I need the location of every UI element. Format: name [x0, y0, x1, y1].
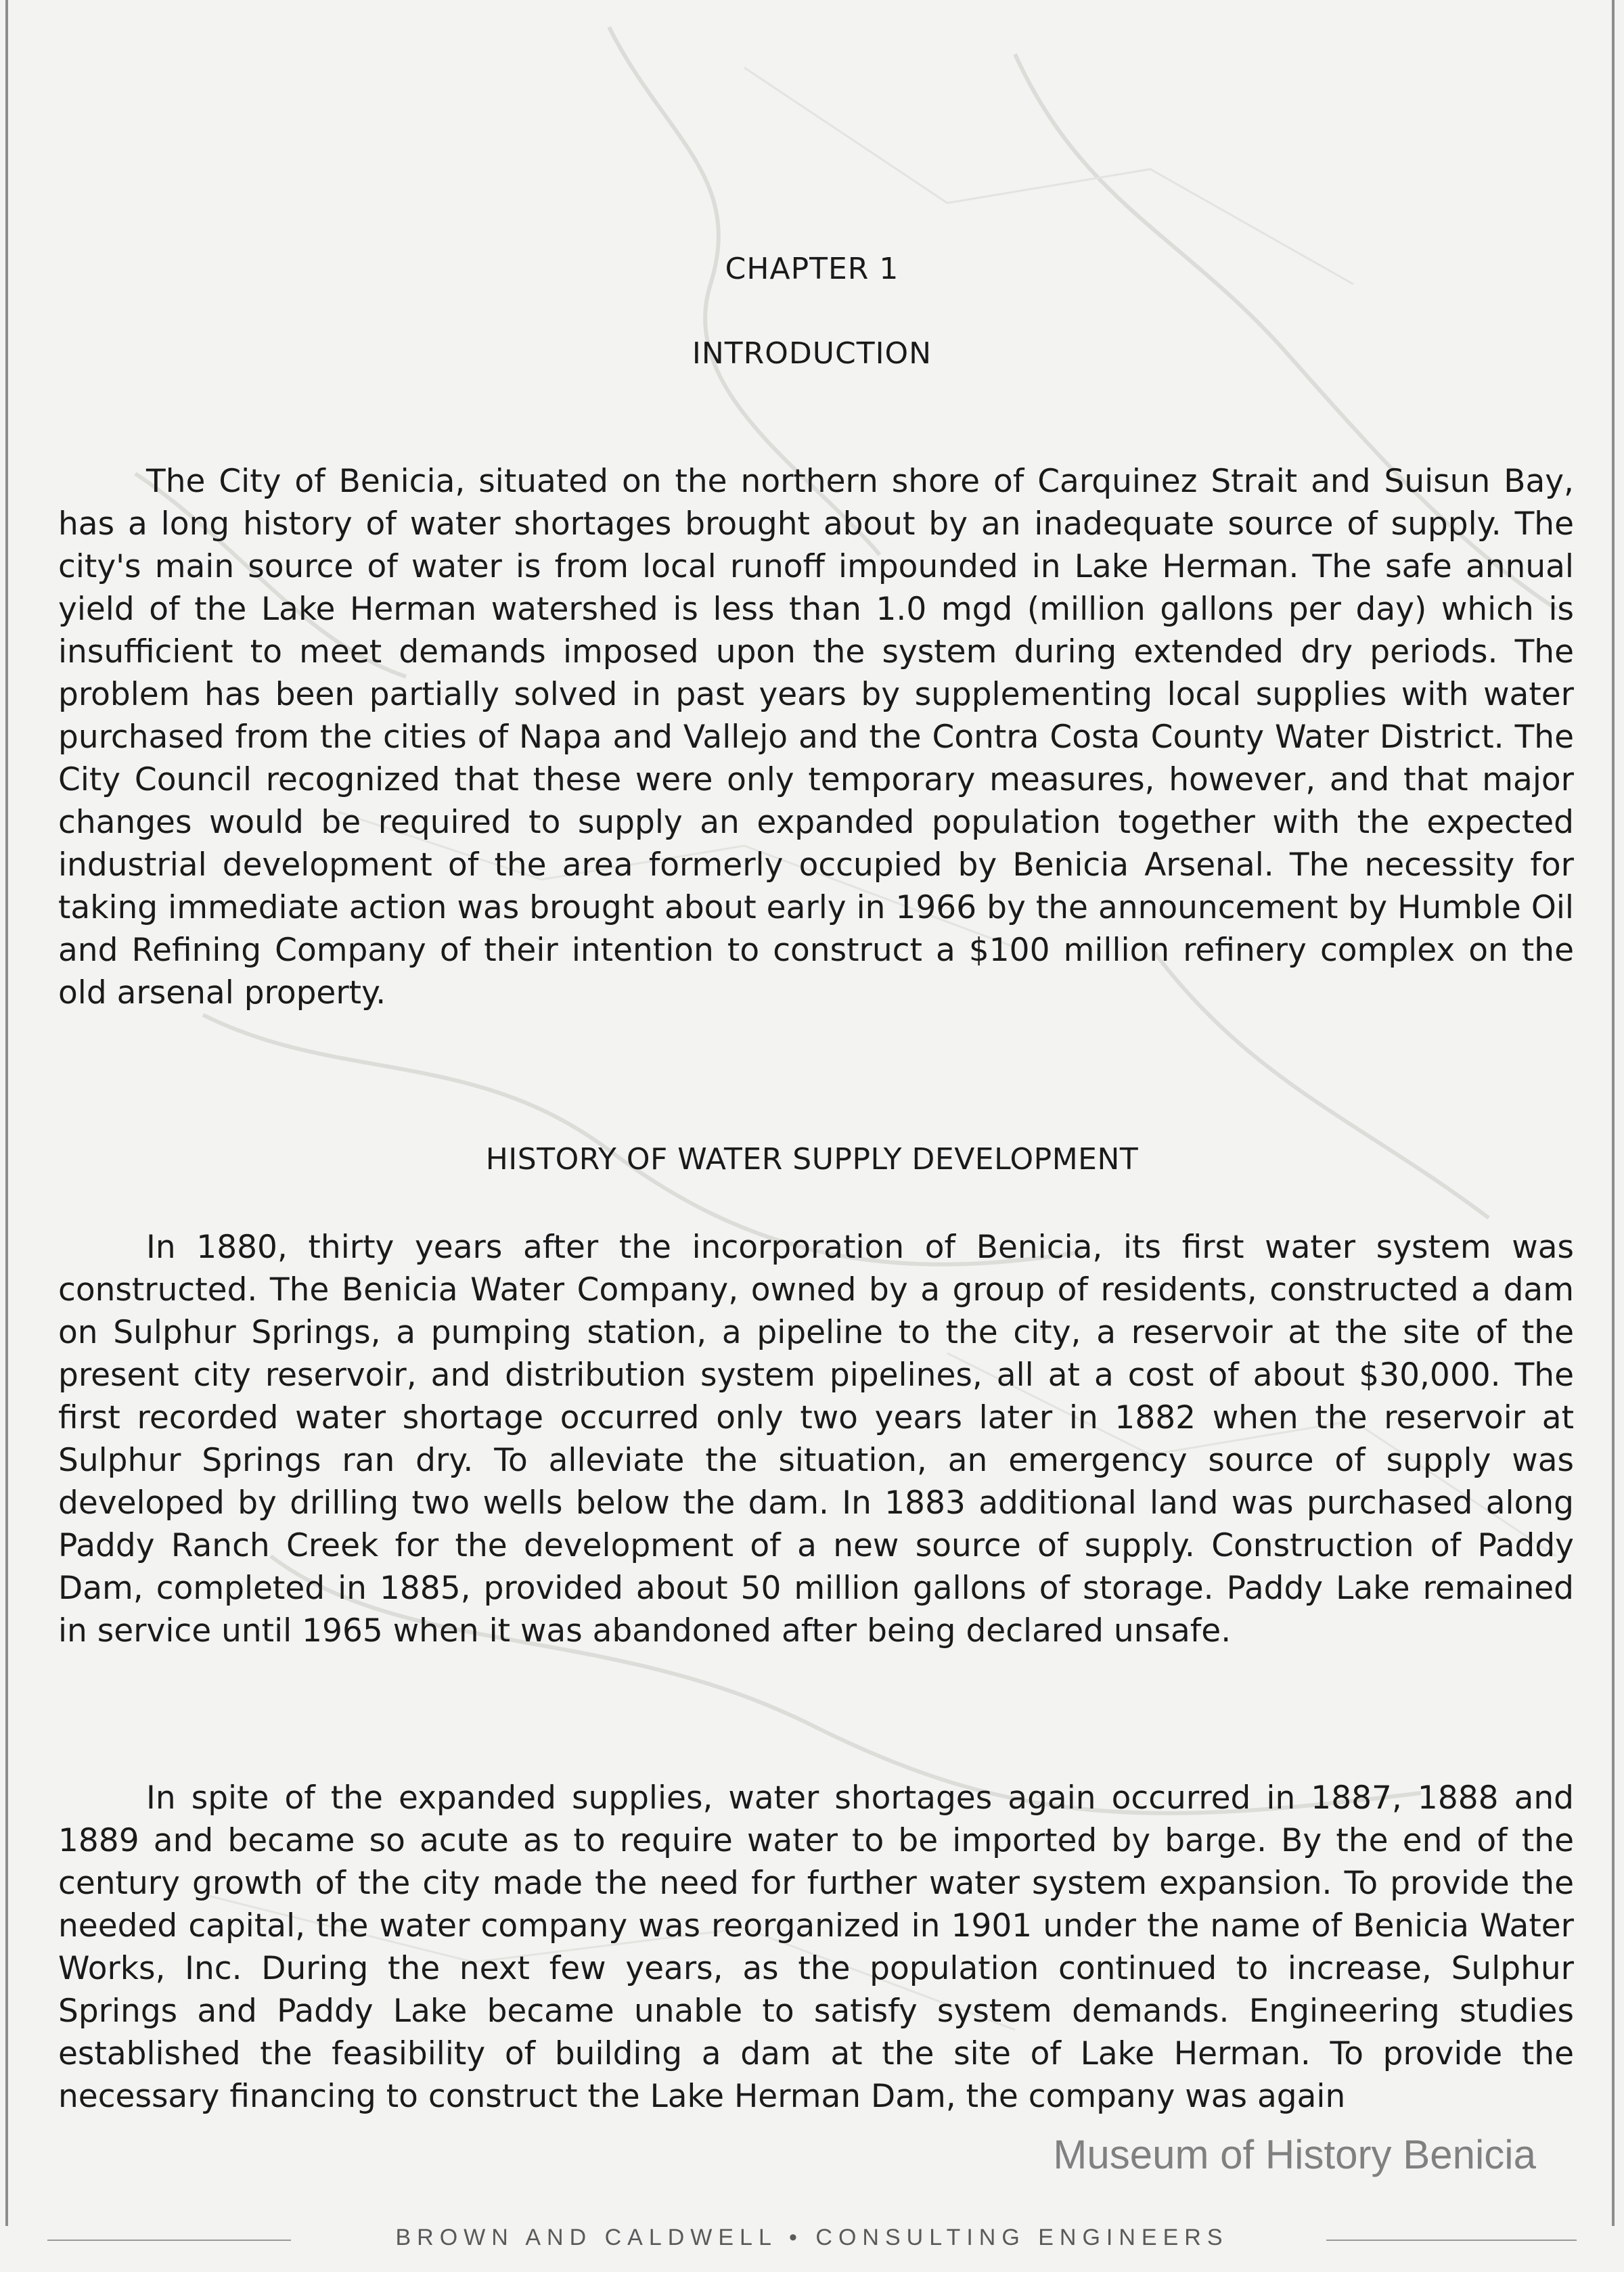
history-paragraph-2: In spite of the expanded supplies, water shortages again occurred in 1887, 1888 and 1889 and became so acute as to require water to be imported by barge. By the end of the century growth of the city made the need for further water system expansion. To provide the needed capital, the water company was reorganized in 1901 under the name of Benicia Water Works, Inc. During the next few years, as the population continued to increase, Sulphur Springs and Paddy Lake became unable to satisfy system demands. Engineering studies established the feasibility of building a dam at the site of Lake Herman. To provide the necessary financing to construct the Lake Herman Dam, the company was again [58, 1779, 1574, 2115]
introduction-paragraph: The City of Benicia, situated on the northern shore of Carquinez Strait and Suisun Bay, has a long history of water shortages brought about by an inadequate source of supply. The city's main source of water is from local runoff impounded in Lake Herman. The safe annual yield of the Lake Herman watershed is less than 1.0 mgd (million gallons per day) which is insufficient to meet demands imposed upon the system during extended dry periods. The problem has been partially solved in past years by supplementing local supplies with water purchased from the cities of Napa and Vallejo and the Contra Costa County Water District. The City Council recognized that these were only temporary measures, however, and that major changes would be required to supply an expanded population together with the expected industrial development of the area formerly occupied by Benicia Arsenal. The necessity for taking immediate action was brought about early in 1966 by the announcement by Humble Oil and Refining Company of their intention to construct a $100 million refinery complex on the old arsenal property. [58, 463, 1574, 1012]
history-heading: HISTORY OF WATER SUPPLY DEVELOPMENT [485, 1142, 1139, 1177]
introduction-heading: INTRODUCTION [692, 336, 932, 371]
chapter-heading: CHAPTER 1 [725, 252, 899, 286]
footer-text: BROWN AND CALDWELL • CONSULTING ENGINEERS [395, 2225, 1229, 2250]
footer-rule-right [1326, 2240, 1577, 2241]
history-paragraph-1: In 1880, thirty years after the incorporation of Benicia, its first water system was constructed. The Benicia Water Company, owned by a group of residents, constructed a dam on Sulphur Springs, a pumping station, a pipeline to the city, a reservoir at the site of the present city reservoir, and distribution system pipelines, all at a cost of about $30,000. The first recorded water shortage occurred only two years later in 1882 when the reservoir at Sulphur Springs ran dry. To alleviate the situation, an emergency source of supply was developed by drilling two wells below the dam. In 1883 additional land was purchased along Paddy Ranch Creek for the development of a new source of supply. Construction of Paddy Dam, completed in 1885, provided about 50 million gallons of storage. Paddy Lake remained in service until 1965 when it was abandoned after being declared unsafe. [58, 1229, 1574, 1650]
museum-watermark: Museum of History Benicia [1053, 2132, 1536, 2177]
